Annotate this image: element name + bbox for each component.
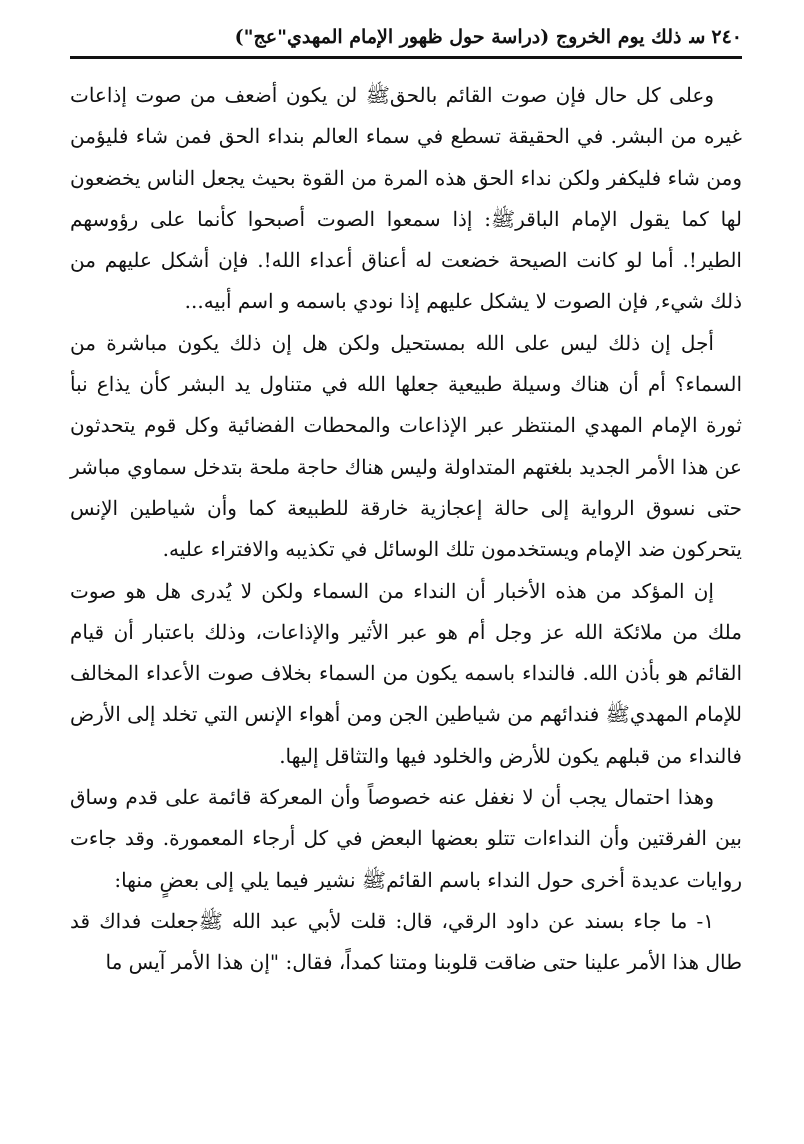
paragraph-narration-one: ١- ما جاء بسند عن داود الرقي، قال: قلت لأبي عبد الله ﷺجعلت فداك قد طال هذا الأمر علينا حتى ضاقت قلوبنا ومتنا كمداً، فقال: "إن هذا الأمر آيس ما [70, 908, 742, 975]
paragraph-possibility: وهذا احتمال يجب أن لا نغفل عنه خصوصاً وأن المعركة قائمة على قدم وساق بين الفرقتين وأن النداءات تتلو بعضها البعض في كل أرجاء المعمورة. وقد جاءت روايات عديدة أخرى حول النداء باسم القائمﷺ نشير فيما يلي إلى بعضٍ منها: [70, 785, 742, 892]
page-number: ٢٤٠ [711, 26, 742, 48]
running-header [70, 22, 742, 59]
paragraph-voice-of-qaim: وعلى كل حال فإن صوت القائم بالحقﷺ لن يكون أضعف من صوت إذاعات غيره من البشر. في الحقيقة تسطع في سماء العالم بنداء الحق فمن شاء فليؤمن ومن شاء فليكفر ولكن نداء الحق هذه المرة من القوة بحيث يجعل الناس يخضعون لها كما يقول الإمام الباقرﷺ: إذا سمعوا الصوت أصبحوا كأنما على رؤوسهم الطير!. أما لو كانت الصيحة خضعت له أعناق أعداء الله!. فإن أشكل عليهم من ذلك شيء, فإن الصوت لا يشكل عليهم إذا نودي باسمه و اسم أبيه... [70, 83, 742, 314]
page-body [70, 75, 742, 984]
header-ornament: ﺳ [689, 26, 706, 48]
paragraph-heavenly-call: أجل إن ذلك ليس على الله بمستحيل ولكن هل إن ذلك يكون مباشرة من السماء؟ أم أن هناك وسيلة طبيعية جعلها الله في متناول يد البشر كأن يذاع نبأ ثورة الإمام المهدي المنتظر عبر الإذاعات والمحطات الفضائية وكل قوم يتحدثون عن هذا الأمر الجديد بلغتهم المتداولة وليس هناك حاجة ملحة بتدخل سماوي مباشر حتى نسوق الرواية إلى حالة إعجازية خارقة للطبيعة كما وأن شياطين الإنس يتحركون ضد الإمام ويستخدمون تلك الوسائل في تكذيبه والافتراء عليه. [70, 330, 742, 562]
paragraph-certain-call: إن المؤكد من هذه الأخبار أن النداء من السماء ولكن لا يُدرى هل هو صوت ملك من ملائكة الله عز وجل أم هو عبر الأثير والإذاعات، وذلك باعتبار أن قيام القائم هو بأذن الله. فالنداء باسمه يكون من السماء بخلاف صوت الأعداء المخالف للإمام المهديﷺ فندائهم من شياطين الجن ومن أهواء الإنس التي تخلد إلى الأرض فالنداء من قبلهم يكون للأرض والخلود فيها والتثاقل إليها. [70, 578, 742, 768]
book-page [70, 22, 742, 984]
book-title: ذلك يوم الخروج (دراسة حول ظهور الإمام المهدي"عج") [234, 26, 682, 48]
